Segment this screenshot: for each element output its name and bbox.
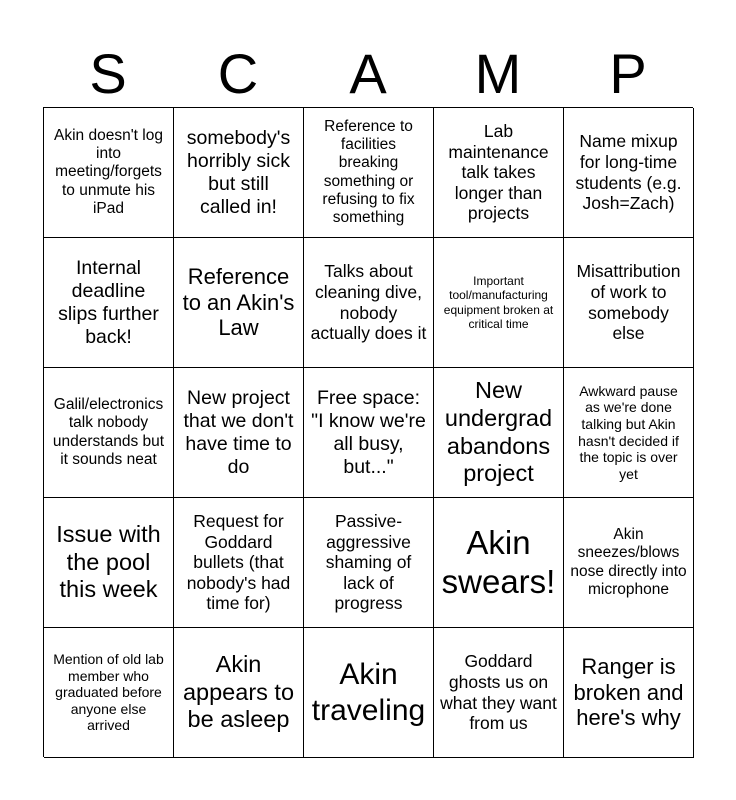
bingo-cell[interactable]: Reference to an Akin's Law xyxy=(174,238,304,368)
bingo-cell[interactable]: Galil/electronics talk nobody understands but it sounds neat xyxy=(44,368,174,498)
bingo-cell[interactable]: Akin doesn't log into meeting/forgets to unmute his iPad xyxy=(44,108,174,238)
bingo-header xyxy=(43,40,693,108)
bingo-cell[interactable]: Akin swears! xyxy=(434,498,564,628)
bingo-cell[interactable]: Issue with the pool this week xyxy=(44,498,174,628)
bingo-cell[interactable]: Reference to facilities breaking something or refusing to fix something xyxy=(304,108,434,238)
bingo-cell[interactable]: Ranger is broken and here's why xyxy=(564,628,694,758)
bingo-card xyxy=(43,107,693,757)
bingo-cell[interactable]: Mention of old lab member who graduated before anyone else arrived xyxy=(44,628,174,758)
bingo-cell[interactable]: Important tool/manufacturing equipment broken at critical time xyxy=(434,238,564,368)
bingo-cell[interactable]: Akin appears to be asleep xyxy=(174,628,304,758)
bingo-cell[interactable]: Misattribution of work to somebody else xyxy=(564,238,694,368)
header-letter-s: S xyxy=(89,42,127,105)
bingo-cell[interactable]: Akin traveling xyxy=(304,628,434,758)
bingo-cell[interactable]: Name mixup for long-time students (e.g. Josh=Zach) xyxy=(564,108,694,238)
bingo-cell[interactable]: New project that we don't have time to do xyxy=(174,368,304,498)
bingo-cell[interactable]: Request for Goddard bullets (that nobody's had time for) xyxy=(174,498,304,628)
free-space-cell[interactable]: Free space: "I know we're all busy, but..." xyxy=(304,368,434,498)
header-letter-a: A xyxy=(349,42,387,105)
bingo-cell[interactable]: Talks about cleaning dive, nobody actually does it xyxy=(304,238,434,368)
bingo-cell[interactable]: Akin sneezes/blows nose directly into microphone xyxy=(564,498,694,628)
header-letter-c: C xyxy=(217,42,259,105)
bingo-cell[interactable]: Internal deadline slips further back! xyxy=(44,238,174,368)
bingo-cell[interactable]: Lab maintenance talk takes longer than projects xyxy=(434,108,564,238)
header-letter-m: M xyxy=(474,42,522,105)
bingo-cell[interactable]: Awkward pause as we're done talking but Akin hasn't decided if the topic is over yet xyxy=(564,368,694,498)
bingo-cell[interactable]: Passive-aggressive shaming of lack of progress xyxy=(304,498,434,628)
bingo-cell[interactable]: Goddard ghosts us on what they want from us xyxy=(434,628,564,758)
header-letter-p: P xyxy=(609,42,647,105)
bingo-cell[interactable]: somebody's horribly sick but still called in! xyxy=(174,108,304,238)
bingo-cell[interactable]: New undergrad abandons project xyxy=(434,368,564,498)
